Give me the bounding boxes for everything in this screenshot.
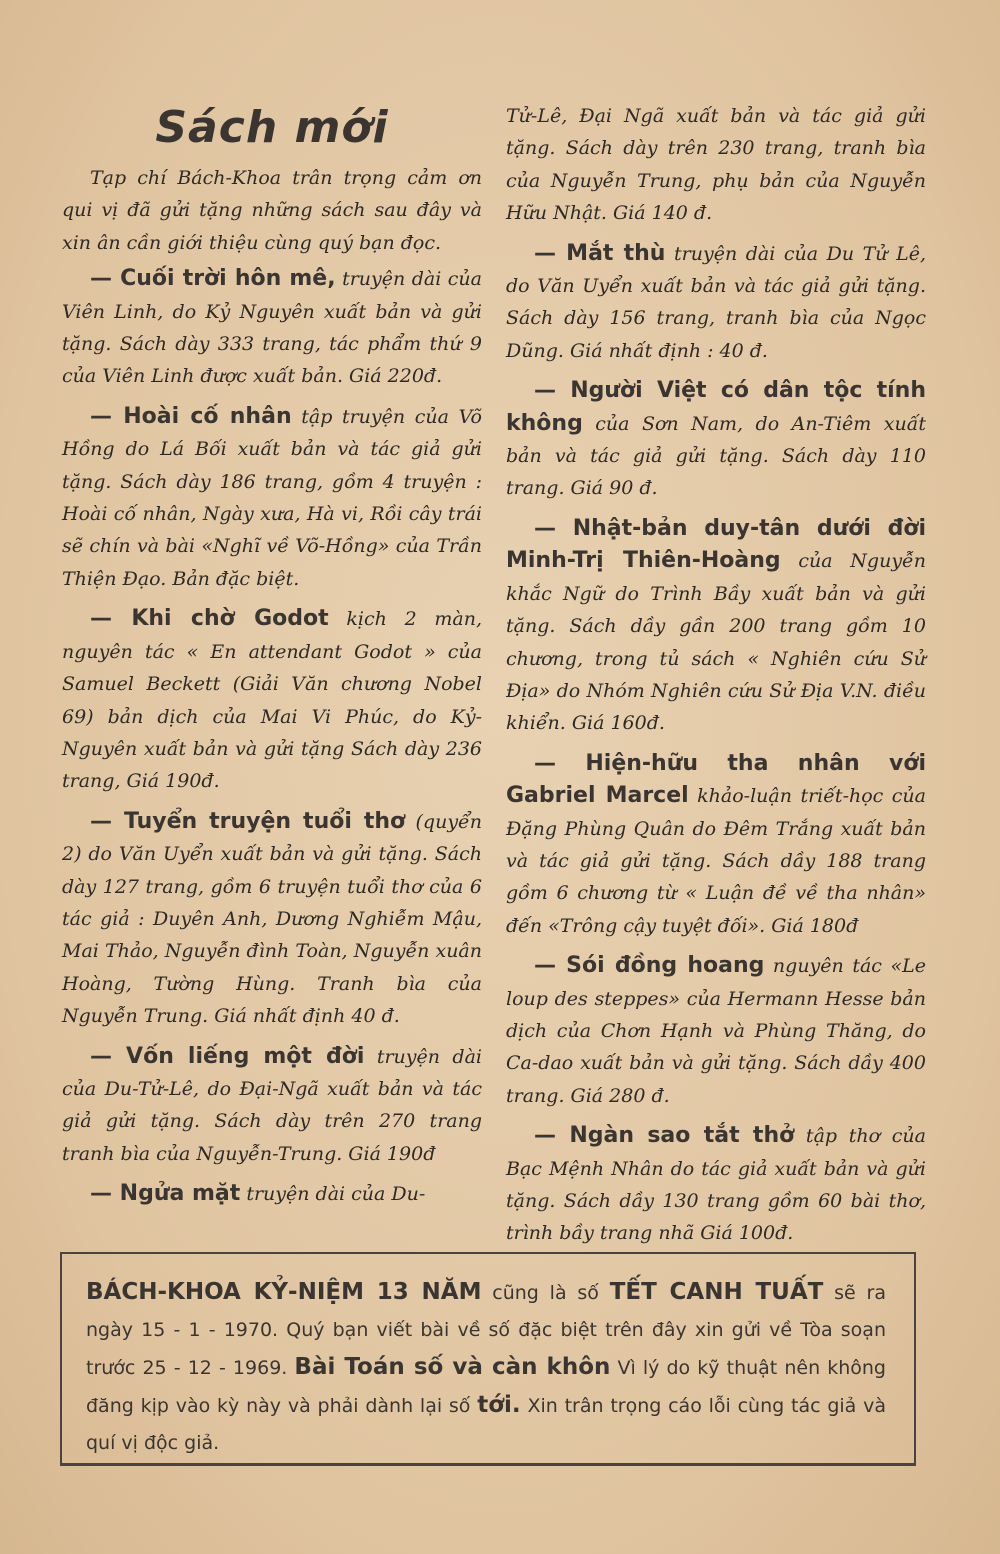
notice-span: sẽ ra ngày 15 - 1 - 1970. Quý bạn viết bài về số đặc biệt trên đây xin gửi về Tòa soạn trước 25 - 12 - 1969. — [86, 1282, 886, 1379]
book-description: truyện dài của Viên Linh, do Kỷ Nguyên xuất bản và gửi tặng. Sách dày 333 trang, tác phẩm thứ 9 của Viên Linh được xuất bản. Giá 220đ. — [62, 268, 482, 388]
book-description: Tử-Lê, Đại Ngã xuất bản và tác giả gửi tặng. Sách dày trên 230 trang, tranh bìa của Nguyễn Trung, phụ bản của Nguyễn Hữu Nhật. Giá 140 đ. — [506, 105, 926, 225]
book-entry — [506, 1120, 926, 1250]
book-title: — Khi chờ Godot — [90, 606, 329, 632]
book-entry — [62, 1178, 482, 1210]
book-description: (quyển 2) do Văn Uyển xuất bản và gửi tặng. Sách dày 127 trang, gồm 6 truyện tuổi thơ của 6 tác giả : Duyên Anh, Dương Nghiễm Mậu, Mai Thảo, Nguyễn đình Toàn, Nguyễn xuân Hoàng, Tường Hùng. Tranh bìa của Nguyễn Trung. Giá nhất định 40 đ. — [62, 810, 482, 1028]
right-column — [506, 100, 926, 1258]
book-title: — Vốn liếng một đời — [90, 1043, 365, 1069]
book-entry — [506, 950, 926, 1112]
book-title: — Người Việt có dân tộc tính không — [506, 378, 926, 436]
book-title: — Hoài cố nhân — [90, 403, 292, 429]
book-title: — Cuối trời hôn mê, — [90, 266, 336, 292]
book-title: — Tuyển truyện tuổi thơ — [90, 808, 406, 834]
book-entry — [506, 513, 926, 740]
book-description: tập thơ của Bạc Mệnh Nhân do tác giả xuất bản và gửi tặng. Sách dầy 130 trang gồm 60 bài thơ, trình bầy trang nhã Giá 100đ. — [506, 1125, 926, 1245]
book-description: nguyên tác «Le loup des steppes» của Hermann Hesse bản dịch của Chơn Hạnh và Phùng Thăng, do Ca-dao xuất bản và gửi tặng. Sách dầy 400 trang. Giá 280 đ. — [506, 955, 926, 1107]
book-description: của Sơn Nam, do An-Tiêm xuất bản và tác giả gửi tặng. Sách dày 110 trang. Giá 90 đ. — [506, 412, 926, 500]
book-entry — [506, 748, 926, 942]
book-description: truyện dài của Du- — [240, 1183, 426, 1206]
book-description: của Nguyễn khắc Ngữ do Trình Bầy xuất bản và gửi tặng. Sách dầy gần 200 trang gồm 10 chương, trong tủ sách « Nghiên cứu Sử Địa» do Nhóm Nghiên cứu Sử Địa V.N. điều khiển. Giá 160đ. — [506, 550, 926, 735]
book-title: — Ngàn sao tắt thở — [534, 1123, 795, 1149]
notice-bold: TẾT CANH TUẤT — [609, 1279, 824, 1305]
book-title: — Hiện-hữu tha nhân với Gabriel Marcel — [506, 750, 926, 809]
book-entry — [506, 375, 926, 505]
book-description: truyện dài của Du-Tử-Lê, do Đại-Ngã xuất bản và tác giả gửi tặng. Sách dày trên 270 trang tranh bìa của Nguyễn-Trung. Giá 190đ — [62, 1045, 482, 1165]
notice-bold: tới. — [477, 1392, 521, 1418]
book-entry — [62, 401, 482, 595]
notice-span: Vì lý do kỹ thuật nên không đăng kịp vào kỳ này và phải dành lại số — [86, 1357, 886, 1417]
book-entry — [62, 263, 482, 393]
book-title: — Ngửa mặt — [90, 1181, 241, 1207]
book-entry — [62, 1041, 482, 1171]
book-title: — Sói đồng hoang — [534, 953, 765, 979]
notice-text — [86, 1274, 886, 1462]
book-title: — Nhật-bản duy-tân dưới đời Minh-Trị Thiên-Hoàng — [506, 515, 926, 574]
book-description: kịch 2 màn, nguyên tác « En attendant Godot » của Samuel Beckett (Giải Văn chương Nobel 69) bản dịch của Mai Vi Phúc, do Kỷ-Nguyên xuất bản và gửi tặng Sách dày 236 trang, Giá 190đ. — [62, 608, 482, 793]
book-entry — [62, 806, 482, 1033]
notice-span: Xin trân trọng cáo lỗi cùng tác giả và quí vị độc giả. — [86, 1395, 886, 1454]
page-title: Sách mới — [155, 102, 389, 153]
notice-span: cũng là số — [481, 1282, 610, 1304]
notice-bold: BÁCH-KHOA KỶ-NIỆM 13 NĂM — [86, 1279, 482, 1305]
book-entry-continued — [506, 100, 926, 230]
notice-bold: Bài Toán số và càn khôn — [294, 1354, 611, 1380]
book-title: — Mắt thù — [534, 240, 666, 266]
left-column — [62, 100, 482, 1219]
book-entry — [62, 603, 482, 797]
book-description: khảo-luận triết-học của Đặng Phùng Quân do Đêm Trắng xuất bản và tác giả gửi tặng. Sách dầy 188 trang gồm 6 chương từ « Luận đề về tha nhân» đến «Trông cậy tuyệt đối». Giá 180đ — [506, 785, 926, 937]
book-entry — [506, 238, 926, 368]
intro-paragraph: Tạp chí Bách-Khoa trân trọng cảm ơn qui vị đã gửi tặng những sách sau đây và xin ân cần giới thiệu cùng quý bạn đọc. — [62, 167, 482, 254]
book-description: truyện dài của Du Tử Lê, do Văn Uyển xuất bản và tác giả gửi tặng. Sách dày 156 trang, tranh bìa của Ngọc Dũng. Giá nhất định : 40 đ. — [506, 242, 926, 362]
book-description: tập truyện của Võ Hồng do Lá Bối xuất bản và tác giả gửi tặng. Sách dày 186 trang, gồm 4 truyện : Hoài cố nhân, Ngày xưa, Hà vi, Rồi cây trái sẽ chín và bài «Nghĩ về Võ-Hồng» của Trần Thiện Đạo. Bản đặc biệt. — [62, 405, 482, 590]
